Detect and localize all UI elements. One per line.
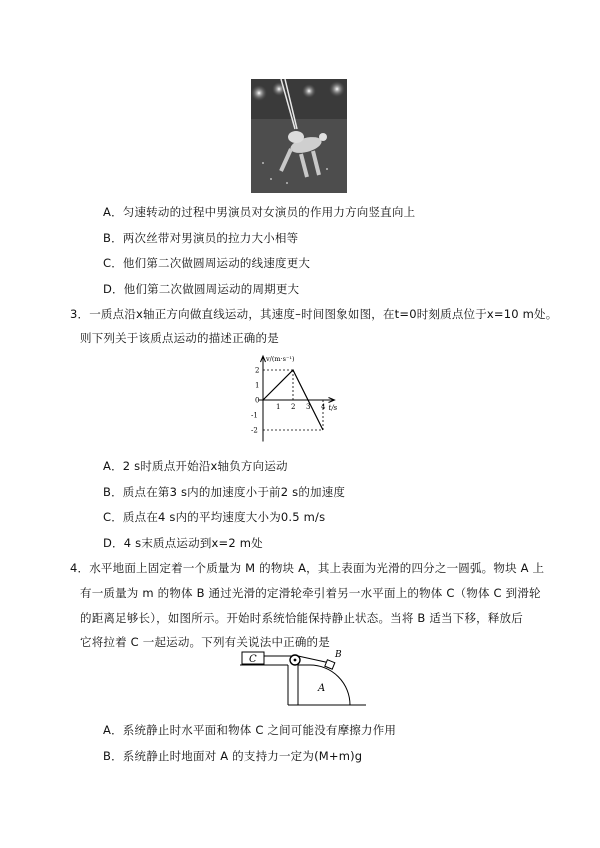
block-a-label: A [318, 683, 326, 694]
y-tick-label: 1 [255, 381, 260, 390]
vt-chart [243, 350, 353, 446]
x-tick-label: 1 [276, 403, 281, 411]
q4-stem-line1: 4．水平地面上固定着一个质量为 M 的物块 A，其上表面为光滑的四分之一圆弧。物块 A 上 [70, 561, 545, 575]
y-axis-label: v/(m·s⁻¹) [266, 355, 295, 363]
block-b-label: B [335, 650, 342, 660]
q2-option-c: C．他们第二次做圆周运动的线速度更大 [103, 256, 311, 270]
q3-option-d: D．4 s末质点运动到x=2 m处 [103, 536, 263, 550]
pulley-axle [294, 659, 297, 662]
block-c-label: C [249, 654, 257, 665]
q4-option-a: A．系统静止时水平面和物体 C 之间可能没有摩擦力作用 [103, 723, 397, 737]
q2-option-b: B．两次丝带对男演员的拉力大小相等 [103, 231, 299, 245]
q2-option-a: A．匀速转动的过程中男演员对女演员的作用力方向竖直向上 [103, 205, 416, 219]
q4-option-b: B．系统静止时地面对 A 的支持力一定为(M+m)g [103, 749, 363, 763]
x-tick-label: 4 [321, 403, 326, 411]
y-tick-label: 2 [255, 366, 260, 375]
rope-b [298, 656, 330, 663]
block-b [325, 660, 335, 669]
pulley-figure [238, 645, 368, 707]
q3-stem-line2: 则下列关于该质点运动的描述正确的是 [80, 331, 279, 345]
x-tick-label: 3 [306, 403, 311, 411]
acrobat-photo [251, 79, 347, 193]
q4-stem-line3: 的距离足够长），如图所示。开始时系统恰能保持静止状态。当将 B 适当下移，释放后 [80, 611, 523, 625]
q3-stem-line1: 3．一质点沿x轴正方向做直线运动，其速度–时间图象如图，在t=0时刻质点位于x=10 m处。 [70, 307, 558, 321]
q4-stem-line2: 有一质量为 m 的物体 B 通过光滑的定滑轮牵引着另一水平面上的物体 C（物体 C 到滑轮 [80, 586, 541, 600]
y-tick-label: 0 [255, 396, 260, 405]
q4-stem-line4: 它将拉着 C 一起运动。下列有关说法中正确的是 [80, 635, 330, 649]
y-tick-label: -2 [251, 426, 258, 435]
q2-option-d: D．他们第二次做圆周运动的周期更大 [103, 282, 300, 296]
x-tick-label: 2 [291, 403, 296, 411]
y-tick-label: -1 [251, 411, 258, 420]
q3-option-b: B．质点在第3 s内的加速度小于前2 s的加速度 [103, 485, 346, 499]
q3-option-c: C．质点在4 s内的平均速度大小为0.5 m/s [103, 510, 326, 524]
q3-option-a: A．2 s时质点开始沿x轴负方向运动 [103, 459, 288, 473]
x-axis-label: t/s [328, 404, 338, 412]
